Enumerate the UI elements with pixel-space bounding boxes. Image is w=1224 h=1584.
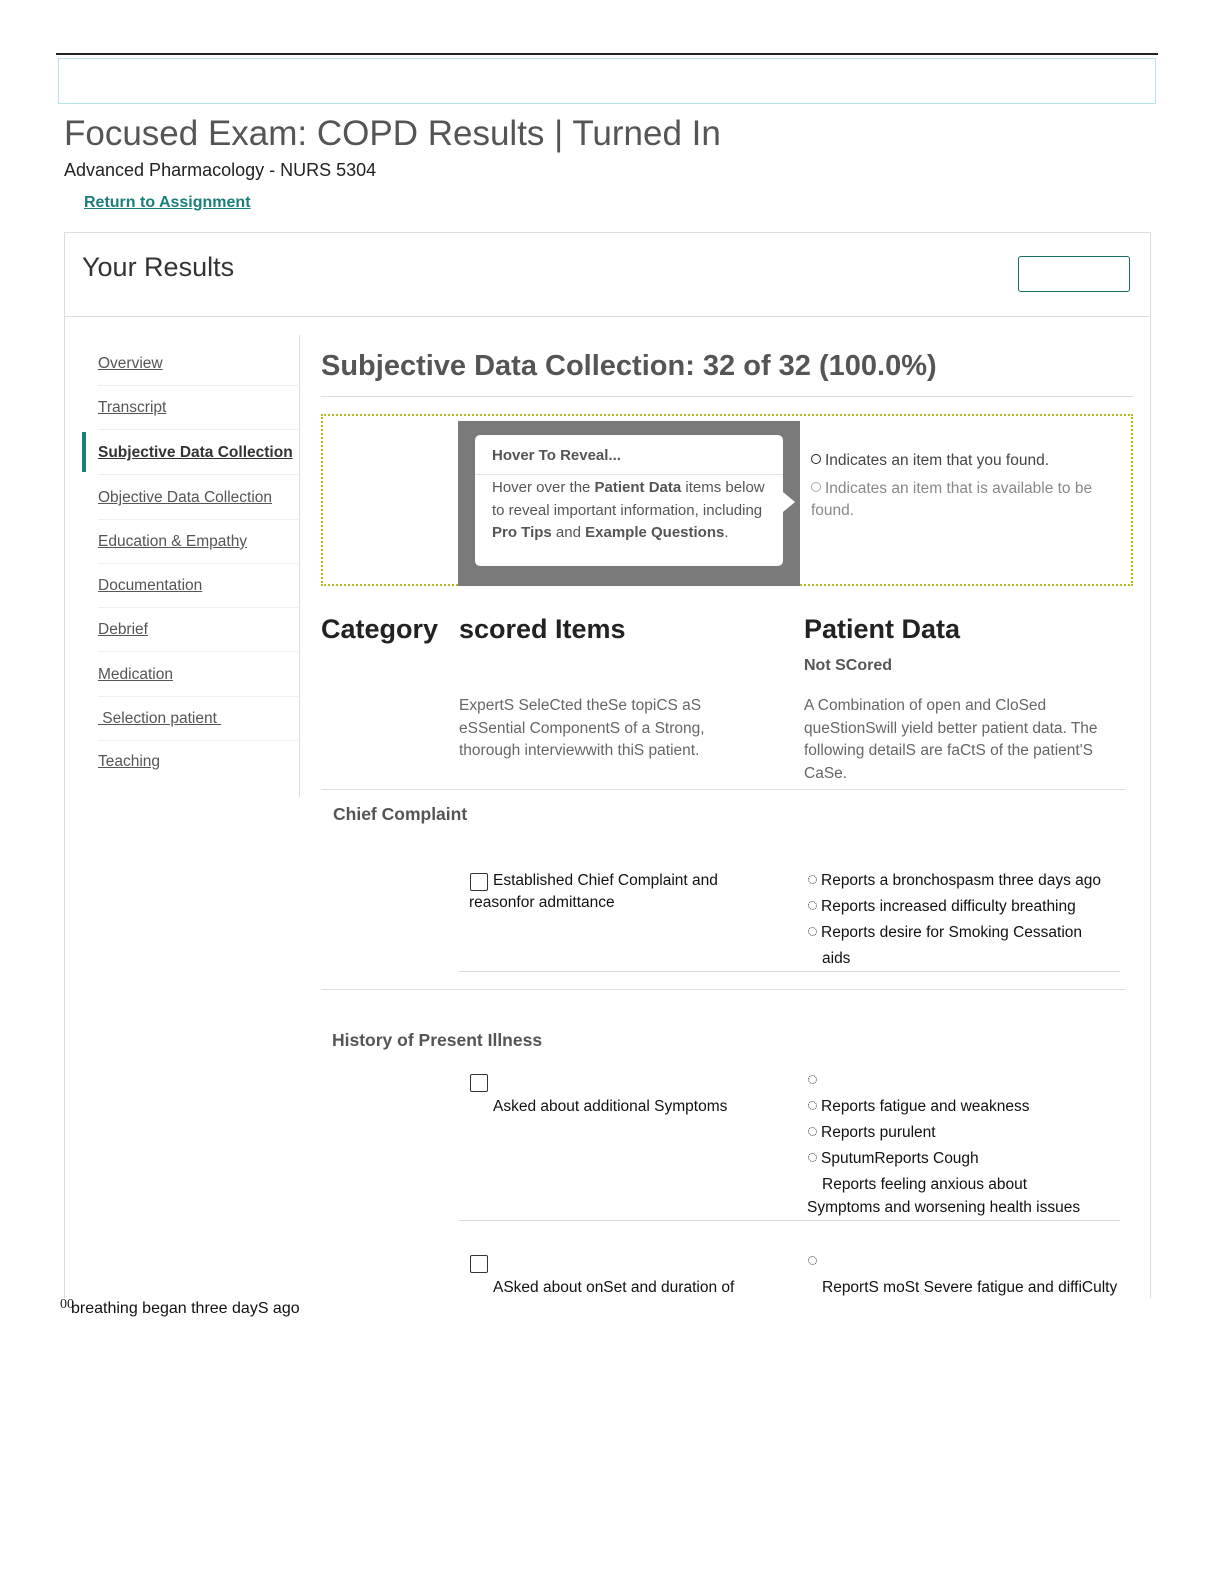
tooltip-divider	[475, 474, 783, 475]
column-header-scored-items: scored Items	[459, 614, 626, 644]
results-heading: Your Results	[82, 252, 235, 282]
row-divider	[459, 1220, 1120, 1221]
page-footer-text: breathing began three dayS ago	[71, 1300, 300, 1317]
legend-found-text: Indicates an item that you found.	[825, 452, 1050, 469]
patient-data-item[interactable]	[808, 1072, 821, 1090]
tooltip-bold-example-questions: Example Questions	[585, 524, 725, 541]
patient-data-text: ReportS moSt Severe fatigue and diffiCulty	[822, 1279, 1118, 1296]
tooltip-text: .	[724, 524, 729, 541]
scored-item-chief-complaint: Established Chief Complaint and	[493, 872, 718, 889]
course-name: Advanced Pharmacology - NURS 5304	[64, 160, 377, 180]
dotted-circle-icon	[808, 901, 817, 910]
nav-divider	[98, 519, 298, 520]
scored-item-onset-duration: ASked about onSet and duration of	[493, 1279, 735, 1296]
nav-divider	[98, 651, 298, 652]
sidebar-item-teaching[interactable]: Teaching	[98, 753, 161, 770]
tooltip-arrow-icon	[783, 492, 795, 512]
section-divider	[321, 396, 1133, 397]
scored-items-description: ExpertS SeleCted theSe topiCS aS eSSential ComponentS of a Strong, thorough interviewwith thiS patient.	[459, 697, 705, 759]
checkbox-icon	[470, 1255, 488, 1273]
sidebar-item-objective-data-collection[interactable]: Objective Data Collection	[98, 489, 273, 506]
patient-data-description: A Combination of open and CloSed queStionSwill yield better patient data. The following detailS are faCtS of the patient'S CaSe.	[804, 697, 1098, 782]
legend-available	[811, 478, 1111, 522]
dotted-circle-icon	[808, 927, 817, 936]
column-header-category: Category	[321, 614, 439, 644]
dotted-circle-icon	[808, 1153, 817, 1162]
legend-found	[811, 452, 1049, 470]
patient-data-text: Reports increased difficulty breathing	[821, 898, 1076, 915]
hover-tooltip	[475, 435, 783, 566]
dotted-circle-icon	[808, 1101, 817, 1110]
sidebar-item-transcript[interactable]: Transcript	[98, 399, 167, 416]
patient-data-item[interactable]	[808, 1124, 936, 1142]
patient-data-item[interactable]	[808, 1150, 979, 1168]
section-title: Subjective Data Collection: 32 of 32 (100.0%)	[321, 350, 937, 382]
tooltip-text: and	[551, 524, 586, 541]
results-divider	[65, 316, 1150, 317]
page-number: 00	[60, 1297, 74, 1312]
top-banner	[58, 58, 1156, 104]
nav-divider	[98, 429, 298, 430]
top-rule	[56, 53, 1158, 55]
scored-item-additional-symptoms: Asked about additional Symptoms	[493, 1098, 728, 1115]
patient-data-text-cont: Symptoms and worsening health issues	[807, 1199, 1081, 1216]
return-to-assignment-link[interactable]: Return to Assignment	[84, 194, 251, 211]
nav-divider	[98, 696, 298, 697]
nav-divider	[98, 474, 298, 475]
scored-item-chief-complaint-cont: reasonfor admittance	[469, 894, 615, 911]
patient-data-text-cont: aids	[822, 950, 851, 967]
tooltip-heading: Hover To Reveal...	[492, 447, 621, 464]
page-title: Focused Exam: COPD Results | Turned In	[64, 114, 721, 153]
dotted-circle-icon	[808, 1075, 817, 1084]
nav-divider	[98, 607, 298, 608]
sidebar-item-debrief[interactable]: Debrief	[98, 621, 148, 638]
patient-data-item[interactable]	[808, 872, 1101, 890]
header-divider	[321, 789, 1125, 790]
patient-data-item[interactable]	[808, 1253, 821, 1271]
not-scored-label: Not SCored	[804, 657, 892, 674]
sidebar-nav	[82, 335, 300, 797]
results-action-button[interactable]	[1018, 256, 1130, 292]
patient-data-item[interactable]	[808, 898, 1076, 916]
patient-data-text: Reports feeling anxious about	[822, 1176, 1028, 1193]
sidebar-item-documentation[interactable]: Documentation	[98, 577, 203, 594]
found-circle-icon	[811, 454, 821, 464]
patient-data-item[interactable]	[808, 1098, 1030, 1116]
active-nav-indicator	[82, 432, 86, 472]
nav-divider	[98, 385, 298, 386]
checkbox-icon	[470, 1074, 488, 1092]
tooltip-bold-patient-data: Patient Data	[594, 479, 682, 496]
tooltip-bold-pro-tips: Pro Tips	[492, 524, 552, 541]
group-title-history-present-illness: History of Present Illness	[332, 1030, 543, 1050]
nav-divider	[98, 563, 298, 564]
tooltip-text: items below to reveal important information, including	[492, 479, 765, 519]
legend-available-text: Indicates an item that is available to be found.	[811, 480, 1093, 519]
patient-data-text: Reports fatigue and weakness	[821, 1098, 1030, 1115]
tooltip-text: Hover over the	[492, 479, 595, 496]
available-circle-icon	[811, 482, 821, 492]
sidebar-item-subjective-data-collection[interactable]: Subjective Data Collection	[98, 444, 293, 461]
column-header-patient-data: Patient Data	[804, 614, 961, 644]
row-divider	[459, 971, 1120, 972]
group-divider	[321, 989, 1125, 990]
sidebar-item-selection-patient[interactable]: Selection patient	[98, 710, 222, 727]
patient-data-text: Reports desire for Smoking Cessation	[821, 924, 1083, 941]
group-title-chief-complaint: Chief Complaint	[333, 804, 468, 824]
patient-data-text: Reports purulent	[821, 1124, 936, 1141]
patient-data-text: SputumReports Cough	[821, 1150, 979, 1167]
dotted-circle-icon	[808, 1127, 817, 1136]
dotted-circle-icon	[808, 875, 817, 884]
nav-divider	[98, 740, 298, 741]
patient-data-text: Reports a bronchospasm three days ago	[821, 872, 1102, 889]
checkbox-icon	[470, 873, 488, 891]
sidebar-item-medication[interactable]: Medication	[98, 666, 173, 683]
tooltip-body	[492, 477, 770, 545]
patient-data-item[interactable]	[808, 924, 1082, 942]
dotted-circle-icon	[808, 1256, 817, 1265]
sidebar-item-overview[interactable]: Overview	[98, 355, 163, 372]
sidebar-item-education-empathy[interactable]: Education & Empathy	[98, 533, 248, 550]
